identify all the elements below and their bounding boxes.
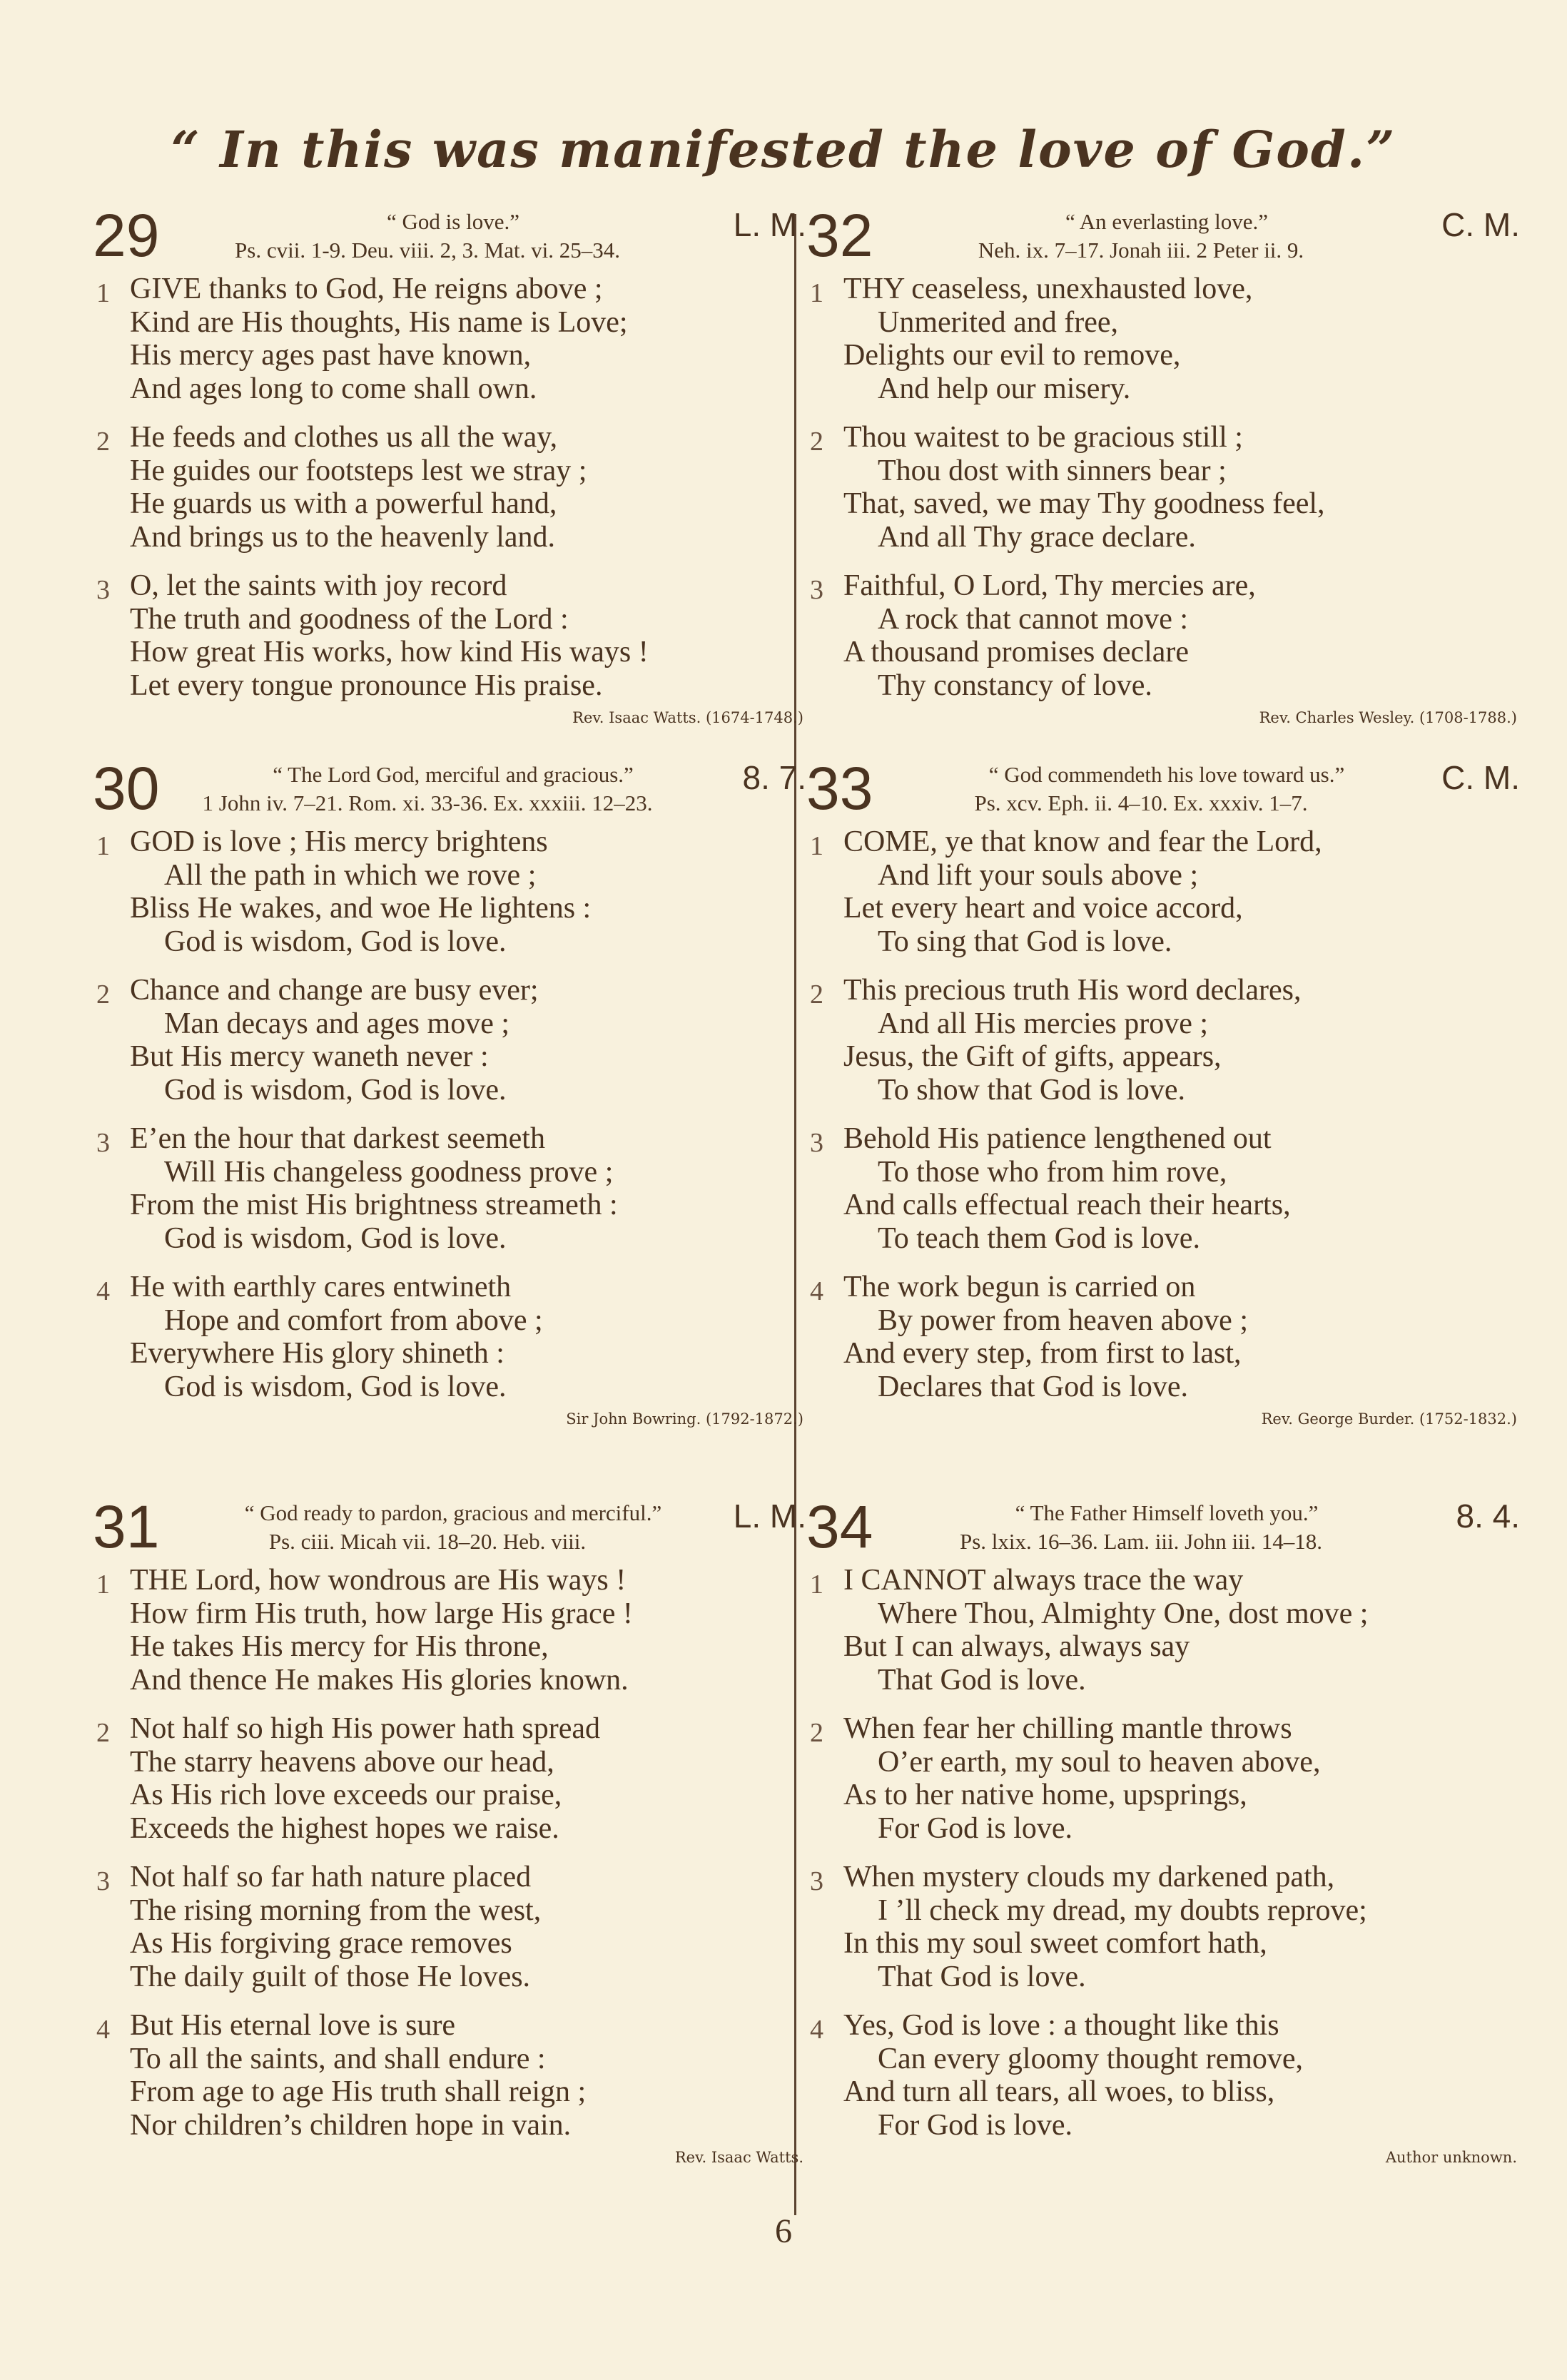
verse <box>93 1861 806 1993</box>
hymn-caption: “ The Father Himself loveth you.” <box>1015 1500 1319 1525</box>
verse-line: Can every gloomy thought remove, <box>878 2042 1304 2075</box>
verse-line: The starry heavens above our head, <box>130 1745 554 1779</box>
verses <box>93 825 806 1403</box>
verse-line: Bliss He wakes, and woe He lightens : <box>130 892 592 925</box>
hymn-number: 33 <box>806 755 873 822</box>
page-title: “ In this was manifested the love of God.” <box>171 120 1396 179</box>
verse-line: E’en the hour that darkest seemeth <box>130 1122 545 1155</box>
hymn-32 <box>806 202 1520 760</box>
verse <box>93 569 806 702</box>
verse-line: He with earthly cares entwineth <box>130 1271 512 1303</box>
verse <box>806 1861 1520 1993</box>
verse-line: And all His mercies prove ; <box>878 1007 1209 1040</box>
verse-line: God is wisdom, God is love. <box>164 1370 507 1403</box>
verse-number: 4 <box>810 2015 823 2045</box>
hymn-meter: L. M. <box>733 206 806 243</box>
verse-line: Hope and comfort from above ; <box>164 1303 543 1337</box>
verse-line: A rock that cannot move : <box>878 602 1189 636</box>
verse-number: 3 <box>96 1128 110 1158</box>
scripture-references: Neh. ix. 7–17. Jonah iii. 2 Peter ii. 9. <box>978 238 1304 263</box>
verse-line: To those who from him rove, <box>878 1155 1227 1189</box>
scripture-references: 1 John iv. 7–21. Rom. xi. 33-36. Ex. xxxiii. 12–23. <box>202 790 653 815</box>
verse-line: O’er earth, my soul to heaven above, <box>878 1745 1321 1779</box>
verse-line: And turn all tears, all woes, to bliss, <box>843 2075 1275 2108</box>
verse-line: Not half so high His power hath spread <box>130 1712 601 1745</box>
verse-line: That, saved, we may Thy goodness feel, <box>843 487 1325 520</box>
verse-line: Declares that God is love. <box>878 1370 1189 1403</box>
verse-line: And every step, from first to last, <box>843 1337 1242 1370</box>
verse-line: To all the saints, and shall endure : <box>130 2042 546 2075</box>
verse-line: COME, ye that know and fear the Lord, <box>843 825 1322 858</box>
verse-line: THE Lord, how wondrous are His ways ! <box>130 1564 627 1597</box>
verse-line: And ages long to come shall own. <box>130 372 537 405</box>
hymn-34 <box>806 1493 1520 2167</box>
scripture-references: Ps. xcv. Eph. ii. 4–10. Ex. xxxiv. 1–7. <box>974 790 1308 815</box>
verse-line: As to her native home, upsprings, <box>843 1779 1247 1811</box>
verse-line: O, let the saints with joy record <box>130 569 507 602</box>
hymn-caption: “ An everlasting love.” <box>1065 209 1269 234</box>
hymn-header <box>93 1493 806 1560</box>
verse-line: Man decays and ages move ; <box>164 1007 510 1040</box>
verse <box>806 421 1520 554</box>
page-number: 6 <box>775 2212 792 2250</box>
verse-line: But His eternal love is sure <box>130 2009 456 2042</box>
author-attribution: Rev. Isaac Watts. <box>674 2149 803 2166</box>
verse <box>806 2009 1520 2142</box>
verse <box>806 825 1520 958</box>
verse-line: God is wisdom, God is love. <box>164 1073 507 1107</box>
verses <box>93 1564 806 2142</box>
hymn-caption: “ God is love.” <box>387 209 519 234</box>
verse <box>93 2009 806 2142</box>
verses <box>806 825 1520 1403</box>
hymn-33 <box>806 755 1520 1498</box>
verse-number: 3 <box>810 1128 823 1158</box>
verse-line: And calls effectual reach their hearts, <box>843 1189 1291 1221</box>
author-attribution: Rev. Isaac Watts. (1674-1748.) <box>572 709 803 726</box>
verse-line: Behold His patience lengthened out <box>843 1122 1272 1155</box>
verse-line: From age to age His truth shall reign ; <box>130 2075 587 2108</box>
verse-line: From the mist His brightness streameth : <box>130 1189 618 1221</box>
hymn-caption: “ God ready to pardon, gracious and merciful.” <box>244 1500 662 1525</box>
verse-line: God is wisdom, God is love. <box>164 1221 507 1255</box>
verse-line: Let every tongue pronounce His praise. <box>130 668 603 702</box>
verse-line: And brings us to the heavenly land. <box>130 520 556 554</box>
verse-number: 1 <box>96 278 110 308</box>
verse-number: 1 <box>810 1570 823 1600</box>
hymn-caption: “ The Lord God, merciful and gracious.” <box>273 762 634 787</box>
verse-line: Exceeds the highest hopes we raise. <box>130 1811 559 1845</box>
verse-number: 2 <box>810 1718 823 1748</box>
verse <box>93 421 806 554</box>
verse-number: 2 <box>810 980 823 1010</box>
verse-line: He guards us with a powerful hand, <box>130 487 557 520</box>
verse-line: For God is love. <box>878 2108 1072 2142</box>
verses <box>806 273 1520 702</box>
verse-line: As His rich love exceeds our praise, <box>130 1779 562 1811</box>
verse-line: For God is love. <box>878 1811 1072 1845</box>
hymn-meter: 8. 7. <box>742 759 806 796</box>
verse-line: But His mercy waneth never : <box>130 1040 489 1073</box>
verse-line: Jesus, the Gift of gifts, appears, <box>843 1040 1222 1073</box>
verse-line: He feeds and clothes us all the way, <box>130 421 558 454</box>
verse-line: Will His changeless goodness prove ; <box>164 1155 614 1189</box>
verse-line: As His forgiving grace removes <box>130 1927 512 1960</box>
verse-line: God is wisdom, God is love. <box>164 925 507 958</box>
hymn-meter: C. M. <box>1441 206 1520 243</box>
verse-line: His mercy ages past have known, <box>130 339 532 372</box>
verse-line: That God is love. <box>878 1960 1086 1993</box>
verse-line: I CANNOT always trace the way <box>843 1564 1244 1597</box>
verse <box>806 1712 1520 1845</box>
verse-line: By power from heaven above ; <box>878 1303 1248 1337</box>
verse-number: 2 <box>96 1718 110 1748</box>
verse <box>93 1564 806 1697</box>
verses <box>806 1564 1520 2142</box>
verse-line: All the path in which we rove ; <box>164 858 537 892</box>
hymn-number: 32 <box>806 202 873 269</box>
verse <box>806 273 1520 405</box>
verse-number: 1 <box>810 831 823 861</box>
verse-number: 2 <box>810 427 823 457</box>
author-attribution: Rev. Charles Wesley. (1708-1788.) <box>1259 709 1517 726</box>
verse-line: The daily guilt of those He loves. <box>130 1960 531 1993</box>
verse <box>93 974 806 1107</box>
verse-line: The truth and goodness of the Lord : <box>130 602 569 636</box>
hymn-number: 34 <box>806 1493 873 1560</box>
verse-line: Nor children’s children hope in vain. <box>130 2108 572 2142</box>
verse-line: But I can always, always say <box>843 1630 1190 1663</box>
hymn-caption: “ God commendeth his love toward us.” <box>988 762 1345 787</box>
verse-line: And help our misery. <box>878 372 1131 405</box>
hymn-number: 29 <box>93 202 160 269</box>
verse-line: He takes His mercy for His throne, <box>130 1630 549 1663</box>
author-attribution: Author unknown. <box>1385 2149 1517 2166</box>
verse-line: He guides our footsteps lest we stray ; <box>130 454 587 487</box>
verse-line: How firm His truth, how large His grace ! <box>130 1597 633 1630</box>
verse-line: Delights our evil to remove, <box>843 339 1181 372</box>
hymn-31 <box>93 1493 806 2167</box>
author-attribution: Rev. George Burder. (1752-1832.) <box>1261 1410 1517 1428</box>
verse-line: And lift your souls above ; <box>878 858 1199 892</box>
verse-line: Everywhere His glory shineth : <box>130 1337 504 1370</box>
verse-line: A thousand promises declare <box>843 636 1190 668</box>
verses <box>93 273 806 702</box>
verse <box>93 1712 806 1845</box>
verse-line: How great His works, how kind His ways ! <box>130 636 649 668</box>
verse-number: 1 <box>96 831 110 861</box>
verse-line: Where Thou, Almighty One, dost move ; <box>878 1597 1369 1630</box>
verse <box>806 1564 1520 1697</box>
verse-number: 2 <box>96 980 110 1010</box>
hymn-29 <box>93 202 806 760</box>
verse-line: When mystery clouds my darkened path, <box>843 1861 1335 1893</box>
verse-line: Thy constancy of love. <box>878 668 1152 702</box>
verse-line: That God is love. <box>878 1663 1086 1697</box>
verse-line: To teach them God is love. <box>878 1221 1200 1255</box>
verse-number: 3 <box>810 575 823 605</box>
verse-line: Let every heart and voice accord, <box>843 892 1243 925</box>
verse-number: 2 <box>96 427 110 457</box>
verse-number: 3 <box>96 1866 110 1896</box>
verse-line: Kind are His thoughts, His name is Love; <box>130 305 628 339</box>
hymn-number: 31 <box>93 1493 160 1560</box>
verse-line: When fear her chilling mantle throws <box>843 1712 1292 1745</box>
verse-number: 4 <box>96 1276 110 1306</box>
verse-number: 4 <box>810 1276 823 1306</box>
verse-number: 1 <box>96 1570 110 1600</box>
author-attribution: Sir John Bowring. (1792-1872.) <box>566 1410 803 1428</box>
verse-line: To show that God is love. <box>878 1073 1186 1107</box>
verse-line: Not half so far hath nature placed <box>130 1861 532 1893</box>
hymn-header <box>93 755 806 822</box>
verse-number: 4 <box>96 2015 110 2045</box>
hymn-header <box>806 202 1520 269</box>
scripture-references: Ps. lxix. 16–36. Lam. iii. John iii. 14–18. <box>959 1529 1323 1554</box>
hymn-meter: C. M. <box>1441 759 1520 796</box>
hymn-header <box>806 1493 1520 1560</box>
verse-line: And thence He makes His glories known. <box>130 1663 629 1697</box>
verse <box>806 1122 1520 1255</box>
hymn-30 <box>93 755 806 1498</box>
verse-line: I ’ll check my dread, my doubts reprove; <box>878 1893 1367 1927</box>
verse <box>93 273 806 405</box>
verse-line: In this my soul sweet comfort hath, <box>843 1927 1267 1960</box>
verse-line: And all Thy grace declare. <box>878 520 1196 554</box>
verse-number: 3 <box>810 1866 823 1896</box>
verse-line: Thou waitest to be gracious still ; <box>843 421 1243 454</box>
verse <box>806 974 1520 1107</box>
scripture-references: Ps. ciii. Micah vii. 18–20. Heb. viii. <box>268 1529 587 1554</box>
verse-line: Faithful, O Lord, Thy mercies are, <box>843 569 1256 602</box>
verse <box>93 1271 806 1403</box>
verse-line: GIVE thanks to God, He reigns above ; <box>130 273 603 305</box>
verse-line: This precious truth His word declares, <box>843 974 1302 1007</box>
right-column <box>806 202 1520 2167</box>
left-column <box>93 202 806 2167</box>
verse <box>806 569 1520 702</box>
verse <box>93 1122 806 1255</box>
hymn-header <box>93 202 806 269</box>
verse <box>93 825 806 958</box>
verse <box>806 1271 1520 1403</box>
verse-number: 3 <box>96 575 110 605</box>
hymn-meter: L. M. <box>733 1497 806 1535</box>
verse-line: THY ceaseless, unexhausted love, <box>843 273 1253 305</box>
verse-line: Thou dost with sinners bear ; <box>878 454 1227 487</box>
verse-line: Unmerited and free, <box>878 305 1119 339</box>
hymn-header <box>806 755 1520 822</box>
verse-line: To sing that God is love. <box>878 925 1172 958</box>
verse-line: The work begun is carried on <box>843 1271 1196 1303</box>
verse-line: Yes, God is love : a thought like this <box>843 2009 1279 2042</box>
verse-line: The rising morning from the west, <box>130 1893 542 1927</box>
hymn-number: 30 <box>93 755 160 822</box>
verse-line: GOD is love ; His mercy brightens <box>130 825 548 858</box>
verse-number: 1 <box>810 278 823 308</box>
verse-line: Chance and change are busy ever; <box>130 974 539 1007</box>
scripture-references: Ps. cvii. 1-9. Deu. viii. 2, 3. Mat. vi. 25–34. <box>235 238 620 263</box>
hymn-meter: 8. 4. <box>1456 1497 1520 1535</box>
